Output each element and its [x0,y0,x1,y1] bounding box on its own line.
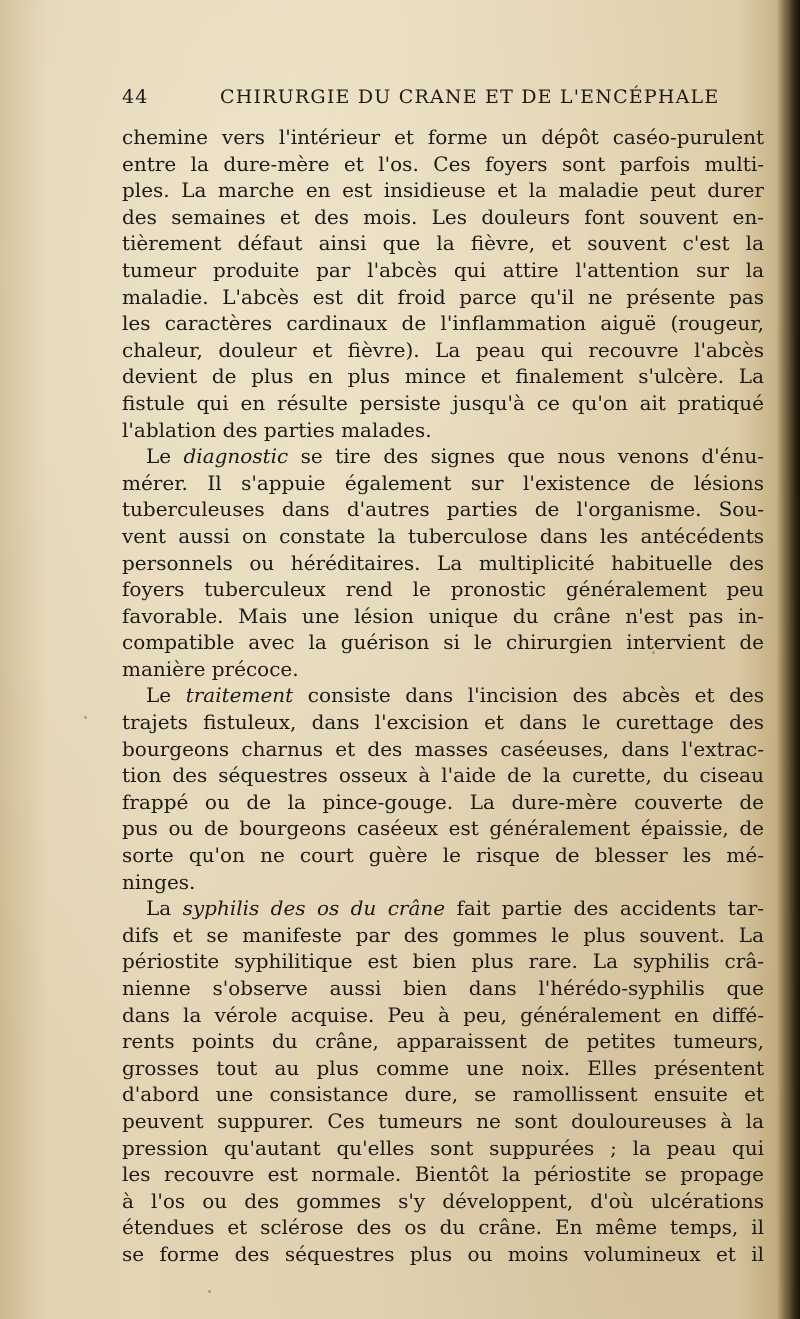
italic-term-syphilis: syphilis des os du crâne [182,896,446,921]
text-line: difs et se manifeste par des gommes le plus souvent. La [122,922,764,947]
text-line: des semaines et des mois. Les douleurs font souvent en- [122,204,764,229]
text-line: ples. La marche en est insidieuse et la maladie peut durer [122,178,764,203]
text-line: bourgeons charnus et des masses caséeuses, dans l'extrac- [122,736,764,761]
text-line: sorte qu'on ne court guère le risque de blesser les mé- [122,843,764,868]
text-line: foyers tuberculeux rend le pronostic généralement peu [122,577,764,602]
text-line: à l'os ou des gommes s'y développent, d'où ulcérations [122,1188,764,1213]
running-title: CHIRURGIE DU CRANE ET DE L'ENCÉPHALE [220,86,720,108]
text-line: rents points du crâne, apparaissent de petites tumeurs, [122,1029,764,1054]
text-line: manière précoce. [122,656,299,681]
text-line: favorable. Mais une lésion unique du crâne n'est pas in- [122,603,764,628]
text-line: mérer. Il s'appuie également sur l'existence de lésions [122,470,764,495]
text-line: périostite syphilitique est bien plus rare. La syphilis crâ- [122,949,764,974]
text-line: trajets fistuleux, dans l'excision et dans le curettage des [122,710,764,735]
text-line: l'ablation des parties malades. [122,417,432,442]
text-line: tion des séquestres osseux à l'aide de la curette, du ciseau [122,763,764,788]
paragraph-traitement-first-line [122,682,764,709]
text-run: Le [146,683,186,708]
paragraph-syphilis-first-line [122,895,764,922]
text-line: frappé ou de la pince-gouge. La dure-mère couverte de [122,789,764,814]
paragraph-diagnostic-first-line [122,443,764,470]
text-line: nienne s'observe aussi bien dans l'hérédo-syphilis que [122,976,764,1000]
text-line: compatible avec la guérison si le chirurgien intervient de [122,630,764,655]
text-line: personnels ou héréditaires. La multiplicité habituelle des [122,550,764,575]
text-run: consiste dans l'incision des abcès et des [293,683,764,708]
text-line: les recouvre est normale. Bientôt la périostite se propage [122,1162,764,1187]
text-line: chaleur, douleur et fièvre). La peau qui recouvre l'abcès [122,337,764,362]
text-run: La [146,896,183,921]
text-line: peuvent suppurer. Ces tumeurs ne sont douloureuses à la [122,1108,764,1133]
text-line: se forme des séquestres plus ou moins volumineux et il [122,1241,764,1266]
text-run: fait partie des accidents tar- [445,896,765,921]
text-line: étendues et sclérose des os du crâne. En même temps, il [122,1215,764,1240]
running-head [122,86,762,114]
paper-speck [84,716,87,719]
text-line: chemine vers l'intérieur et forme un dépôt caséo-purulent [122,125,764,149]
page-edge-shadow [778,0,800,1319]
text-line: dans la vérole acquise. Peu à peu, généralement en diffé- [122,1002,764,1027]
text-line: d'abord une consistance dure, se ramollissent ensuite et [122,1082,764,1107]
italic-term-traitement: traitement [185,683,294,708]
text-line: les caractères cardinaux de l'inflammation aiguë (rougeur, [122,311,764,336]
paper-speck [652,651,655,654]
body-text [122,124,764,1268]
text-line: pus ou de bourgeons caséeux est généralement épaissie, de [122,816,764,841]
text-line: tumeur produite par l'abcès qui attire l'attention sur la [122,257,764,282]
text-line: maladie. L'abcès est dit froid parce qu'il ne présente pas [122,284,764,309]
text-run: Le [146,444,184,469]
text-line: fistule qui en résulte persiste jusqu'à ce qu'on ait pratiqué [122,390,764,415]
text-line: grosses tout au plus comme une noix. Elles présentent [122,1055,764,1080]
paper-speck [208,1290,211,1293]
text-line: vent aussi on constate la tuberculose dans les antécédents [122,523,764,548]
text-line: ninges. [122,869,196,894]
italic-term-diagnostic: diagnostic [183,444,289,469]
text-line: tièrement défaut ainsi que la fièvre, et souvent c'est la [122,231,764,256]
text-line: pression qu'autant qu'elles sont suppurées ; la peau qui [122,1135,764,1160]
text-line: devient de plus en plus mince et finalement s'ulcère. La [122,364,764,389]
page-number: 44 [122,86,149,108]
text-line: entre la dure-mère et l'os. Ces foyers sont parfois multi- [122,151,764,176]
text-line: tuberculeuses dans d'autres parties de l'organisme. Sou- [122,497,764,522]
text-run: se tire des signes que nous venons d'énu- [288,444,764,469]
